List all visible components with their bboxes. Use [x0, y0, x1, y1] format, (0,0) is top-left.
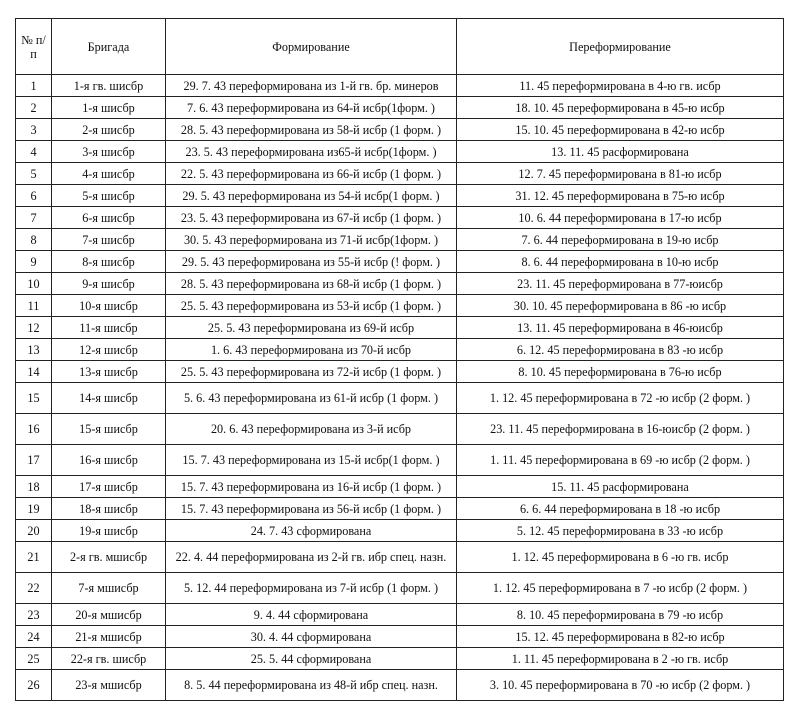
cell-brigade: 21-я мшисбр — [52, 626, 166, 648]
cell-brigade: 9-я шисбр — [52, 273, 166, 295]
cell-reformation: 30. 10. 45 переформирована в 86 -ю исбр — [457, 295, 784, 317]
cell-brigade: 22-я гв. шисбр — [52, 648, 166, 670]
table-row — [16, 251, 784, 273]
table-row — [16, 339, 784, 361]
cell-number: 24 — [16, 626, 52, 648]
cell-number: 16 — [16, 414, 52, 445]
cell-formation: 23. 5. 43 переформирована из65-й исбр(1форм. ) — [166, 141, 457, 163]
cell-reformation: 6. 6. 44 переформирована в 18 -ю исбр — [457, 498, 784, 520]
cell-number: 2 — [16, 97, 52, 119]
cell-reformation: 1. 12. 45 переформирована в 6 -ю гв. исбр — [457, 542, 784, 573]
cell-number: 23 — [16, 604, 52, 626]
cell-brigade: 1-я шисбр — [52, 97, 166, 119]
cell-formation: 7. 6. 43 переформирована из 64-й исбр(1форм. ) — [166, 97, 457, 119]
cell-number: 15 — [16, 383, 52, 414]
cell-number: 18 — [16, 476, 52, 498]
table-row — [16, 207, 784, 229]
table-row — [16, 119, 784, 141]
table-row — [16, 648, 784, 670]
cell-brigade: 2-я шисбр — [52, 119, 166, 141]
cell-formation: 5. 6. 43 переформирована из 61-й исбр (1 форм. ) — [166, 383, 457, 414]
cell-formation: 25. 5. 43 переформирована из 53-й исбр (1 форм. ) — [166, 295, 457, 317]
cell-reformation: 1. 11. 45 переформирована в 69 -ю исбр (2 форм. ) — [457, 445, 784, 476]
cell-reformation: 15. 10. 45 переформирована в 42-ю исбр — [457, 119, 784, 141]
cell-reformation: 8. 10. 45 переформирована в 79 -ю исбр — [457, 604, 784, 626]
table-row — [16, 295, 784, 317]
cell-reformation: 23. 11. 45 переформирована в 77-юисбр — [457, 273, 784, 295]
cell-number: 5 — [16, 163, 52, 185]
cell-reformation: 3. 10. 45 переформирована в 70 -ю исбр (2 форм. ) — [457, 670, 784, 701]
cell-reformation: 12. 7. 45 переформирована в 81-ю исбр — [457, 163, 784, 185]
table-row — [16, 414, 784, 445]
cell-brigade: 10-я шисбр — [52, 295, 166, 317]
cell-brigade: 15-я шисбр — [52, 414, 166, 445]
cell-brigade: 18-я шисбр — [52, 498, 166, 520]
cell-formation: 8. 5. 44 переформирована из 48-й ибр спец. назн. — [166, 670, 457, 701]
cell-number: 22 — [16, 573, 52, 604]
cell-number: 6 — [16, 185, 52, 207]
cell-brigade: 12-я шисбр — [52, 339, 166, 361]
cell-brigade: 19-я шисбр — [52, 520, 166, 542]
cell-reformation: 31. 12. 45 переформирована в 75-ю исбр — [457, 185, 784, 207]
cell-formation: 30. 5. 43 переформирована из 71-й исбр(1форм. ) — [166, 229, 457, 251]
cell-number: 20 — [16, 520, 52, 542]
header-reformation: Переформирование — [457, 19, 784, 75]
cell-brigade: 16-я шисбр — [52, 445, 166, 476]
cell-formation: 28. 5. 43 переформирована из 68-й исбр (1 форм. ) — [166, 273, 457, 295]
table-row — [16, 498, 784, 520]
table-row — [16, 445, 784, 476]
cell-formation: 29. 5. 43 переформирована из 55-й исбр (! форм. ) — [166, 251, 457, 273]
cell-reformation: 8. 10. 45 переформирована в 76-ю исбр — [457, 361, 784, 383]
table-row — [16, 383, 784, 414]
cell-reformation: 6. 12. 45 переформирована в 83 -ю исбр — [457, 339, 784, 361]
cell-number: 10 — [16, 273, 52, 295]
table-row — [16, 97, 784, 119]
cell-reformation: 1. 12. 45 переформирована в 72 -ю исбр (2 форм. ) — [457, 383, 784, 414]
cell-formation: 9. 4. 44 сформирована — [166, 604, 457, 626]
cell-formation: 24. 7. 43 сформирована — [166, 520, 457, 542]
table-row — [16, 75, 784, 97]
cell-number: 11 — [16, 295, 52, 317]
cell-brigade: 7-я шисбр — [52, 229, 166, 251]
cell-brigade: 20-я мшисбр — [52, 604, 166, 626]
cell-number: 14 — [16, 361, 52, 383]
cell-brigade: 2-я гв. мшисбр — [52, 542, 166, 573]
cell-number: 21 — [16, 542, 52, 573]
cell-brigade: 11-я шисбр — [52, 317, 166, 339]
table-row — [16, 229, 784, 251]
cell-number: 13 — [16, 339, 52, 361]
cell-number: 8 — [16, 229, 52, 251]
cell-formation: 23. 5. 43 переформирована из 67-й исбр (1 форм. ) — [166, 207, 457, 229]
table-row — [16, 520, 784, 542]
cell-formation: 20. 6. 43 переформирована из 3-й исбр — [166, 414, 457, 445]
table-row — [16, 185, 784, 207]
cell-reformation: 13. 11. 45 переформирована в 46-юисбр — [457, 317, 784, 339]
cell-number: 3 — [16, 119, 52, 141]
table-row — [16, 573, 784, 604]
brigade-table-page — [15, 18, 783, 701]
cell-number: 19 — [16, 498, 52, 520]
cell-brigade: 4-я шисбр — [52, 163, 166, 185]
cell-number: 26 — [16, 670, 52, 701]
header-brigade: Бригада — [52, 19, 166, 75]
cell-brigade: 7-я мшисбр — [52, 573, 166, 604]
cell-formation: 25. 5. 44 сформирована — [166, 648, 457, 670]
cell-number: 25 — [16, 648, 52, 670]
cell-number: 4 — [16, 141, 52, 163]
cell-brigade: 13-я шисбр — [52, 361, 166, 383]
cell-reformation: 7. 6. 44 переформирована в 19-ю исбр — [457, 229, 784, 251]
cell-reformation: 10. 6. 44 переформирована в 17-ю исбр — [457, 207, 784, 229]
cell-reformation: 23. 11. 45 переформирована в 16-юисбр (2 форм. ) — [457, 414, 784, 445]
header-number: № п/п — [16, 19, 52, 75]
cell-reformation: 1. 12. 45 переформирована в 7 -ю исбр (2 форм. ) — [457, 573, 784, 604]
table-row — [16, 626, 784, 648]
cell-formation: 25. 5. 43 переформирована из 69-й исбр — [166, 317, 457, 339]
cell-number: 7 — [16, 207, 52, 229]
cell-formation: 29. 5. 43 переформирована из 54-й исбр(1 форм. ) — [166, 185, 457, 207]
brigade-table — [15, 18, 784, 701]
cell-formation: 1. 6. 43 переформирована из 70-й исбр — [166, 339, 457, 361]
cell-number: 17 — [16, 445, 52, 476]
cell-reformation: 15. 12. 45 переформирована в 82-ю исбр — [457, 626, 784, 648]
table-row — [16, 273, 784, 295]
cell-formation: 25. 5. 43 переформирована из 72-й исбр (1 форм. ) — [166, 361, 457, 383]
cell-brigade: 8-я шисбр — [52, 251, 166, 273]
table-row — [16, 670, 784, 701]
cell-formation: 15. 7. 43 переформирована из 16-й исбр (1 форм. ) — [166, 476, 457, 498]
cell-brigade: 17-я шисбр — [52, 476, 166, 498]
cell-number: 1 — [16, 75, 52, 97]
table-body — [16, 75, 784, 701]
table-row — [16, 317, 784, 339]
cell-brigade: 14-я шисбр — [52, 383, 166, 414]
cell-reformation: 13. 11. 45 расформирована — [457, 141, 784, 163]
cell-brigade: 3-я шисбр — [52, 141, 166, 163]
cell-brigade: 1-я гв. шисбр — [52, 75, 166, 97]
cell-reformation: 15. 11. 45 расформирована — [457, 476, 784, 498]
cell-formation: 29. 7. 43 переформирована из 1-й гв. бр. минеров — [166, 75, 457, 97]
cell-brigade: 5-я шисбр — [52, 185, 166, 207]
cell-formation: 15. 7. 43 переформирована из 56-й исбр (1 форм. ) — [166, 498, 457, 520]
cell-reformation: 5. 12. 45 переформирована в 33 -ю исбр — [457, 520, 784, 542]
cell-reformation: 18. 10. 45 переформирована в 45-ю исбр — [457, 97, 784, 119]
cell-reformation: 1. 11. 45 переформирована в 2 -ю гв. исбр — [457, 648, 784, 670]
cell-formation: 28. 5. 43 переформирована из 58-й исбр (1 форм. ) — [166, 119, 457, 141]
cell-formation: 22. 4. 44 переформирована из 2-й гв. ибр спец. назн. — [166, 542, 457, 573]
cell-formation: 22. 5. 43 переформирована из 66-й исбр (1 форм. ) — [166, 163, 457, 185]
cell-formation: 5. 12. 44 переформирована из 7-й исбр (1 форм. ) — [166, 573, 457, 604]
cell-formation: 30. 4. 44 сформирована — [166, 626, 457, 648]
table-row — [16, 604, 784, 626]
table-row — [16, 163, 784, 185]
table-header-row — [16, 19, 784, 75]
header-formation: Формирование — [166, 19, 457, 75]
table-row — [16, 141, 784, 163]
table-row — [16, 361, 784, 383]
cell-reformation: 11. 45 переформирована в 4-ю гв. исбр — [457, 75, 784, 97]
table-row — [16, 542, 784, 573]
cell-number: 9 — [16, 251, 52, 273]
table-row — [16, 476, 784, 498]
cell-number: 12 — [16, 317, 52, 339]
cell-formation: 15. 7. 43 переформирована из 15-й исбр(1 форм. ) — [166, 445, 457, 476]
cell-brigade: 6-я шисбр — [52, 207, 166, 229]
cell-brigade: 23-я мшисбр — [52, 670, 166, 701]
cell-reformation: 8. 6. 44 переформирована в 10-ю исбр — [457, 251, 784, 273]
